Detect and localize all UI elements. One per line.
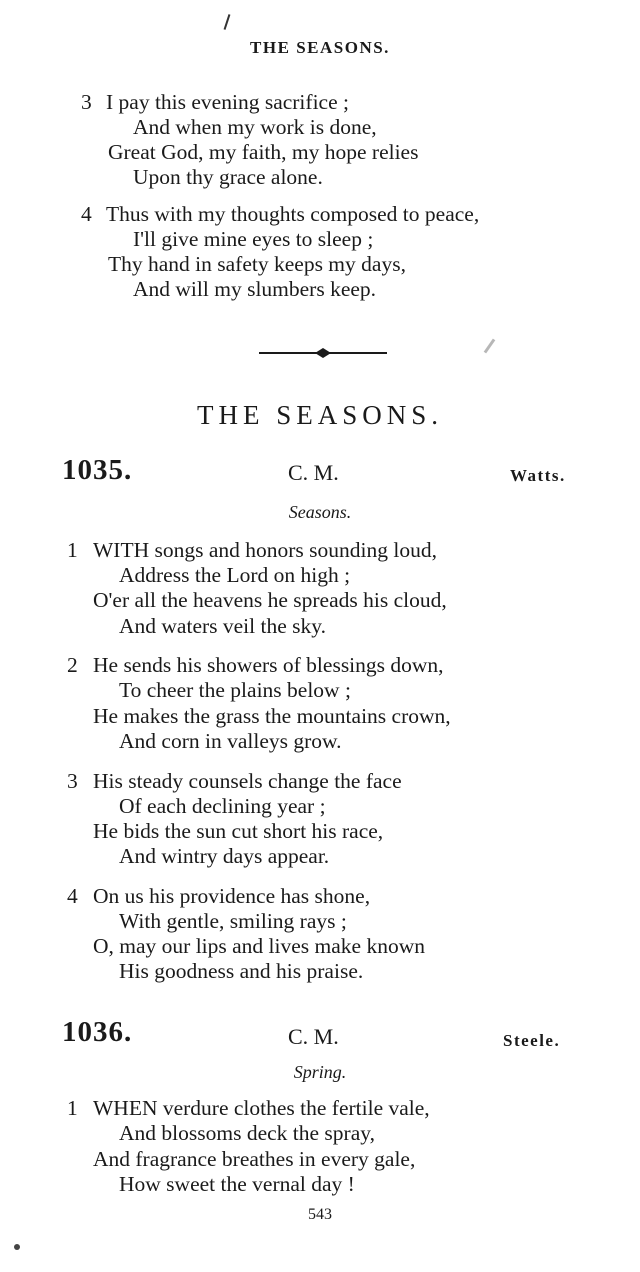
verse-line: WHEN verdure clothes the fertile vale, [93, 1096, 430, 1120]
stanza-number: 3 [67, 769, 78, 793]
verse-line: And blossoms deck the spray, [119, 1121, 375, 1145]
verse-line: And when my work is done, [133, 115, 377, 139]
verse-line: And fragrance breathes in every gale, [93, 1147, 416, 1171]
ornamental-divider [259, 346, 387, 360]
verse-line: I'll give mine eyes to sleep ; [133, 227, 374, 251]
hymn-number: 1035. [62, 454, 133, 486]
verse-line: And wintry days appear. [119, 844, 330, 868]
pen-mark [224, 14, 231, 30]
verse-line: I pay this evening sacrifice ; [106, 90, 349, 114]
verse-line: Thy hand in safety keeps my days, [108, 252, 406, 276]
verse-line: O, may our lips and lives make known [93, 934, 426, 958]
stanza-number: 3 [81, 90, 92, 114]
verse-line: His goodness and his praise. [119, 959, 364, 983]
hymn-author: Steele. [503, 1031, 561, 1050]
verse-line: He bids the sun cut short his race, [93, 819, 384, 843]
running-head: THE SEASONS. [250, 38, 390, 57]
verse-line: His steady counsels change the face [93, 769, 402, 793]
page-number: 543 [308, 1206, 332, 1223]
verse-line: Address the Lord on high ; [119, 563, 351, 587]
stanza-number: 2 [67, 653, 78, 677]
verse-line: O'er all the heavens he spreads his cloud, [93, 588, 447, 612]
verse-line: How sweet the vernal day ! [119, 1172, 355, 1196]
verse-line: Great God, my faith, my hope relies [108, 140, 419, 164]
verse-line: And will my slumbers keep. [133, 277, 377, 301]
stanza-number: 4 [81, 202, 92, 226]
verse-line: With gentle, smiling rays ; [119, 909, 347, 933]
stanza-number: 1 [67, 538, 78, 562]
stanza-number: 1 [67, 1096, 78, 1120]
verse-line: To cheer the plains below ; [119, 678, 351, 702]
hymn-meter: C. M. [288, 1024, 339, 1049]
hymn-number: 1036. [62, 1016, 133, 1048]
verse-line: WITH songs and honors sounding loud, [93, 538, 437, 562]
hymn-meter: C. M. [288, 460, 339, 485]
verse-line: He makes the grass the mountains crown, [93, 704, 451, 728]
stanza-number: 4 [67, 884, 78, 908]
hymn-author: Watts. [510, 466, 566, 485]
ink-dot [14, 1244, 20, 1250]
verse-line: Of each declining year ; [119, 794, 326, 818]
verse-line: And waters veil the sky. [119, 614, 326, 638]
verse-line: And corn in valleys grow. [119, 729, 342, 753]
page-smudge [484, 339, 496, 354]
section-title: THE SEASONS. [196, 400, 444, 430]
hymn-subject: Seasons. [288, 502, 352, 522]
verse-line: Thus with my thoughts composed to peace, [106, 202, 480, 226]
verse-line: Upon thy grace alone. [133, 165, 323, 189]
hymn-subject: Spring. [293, 1062, 347, 1082]
verse-line: On us his providence has shone, [93, 884, 371, 908]
verse-line: He sends his showers of blessings down, [93, 653, 444, 677]
